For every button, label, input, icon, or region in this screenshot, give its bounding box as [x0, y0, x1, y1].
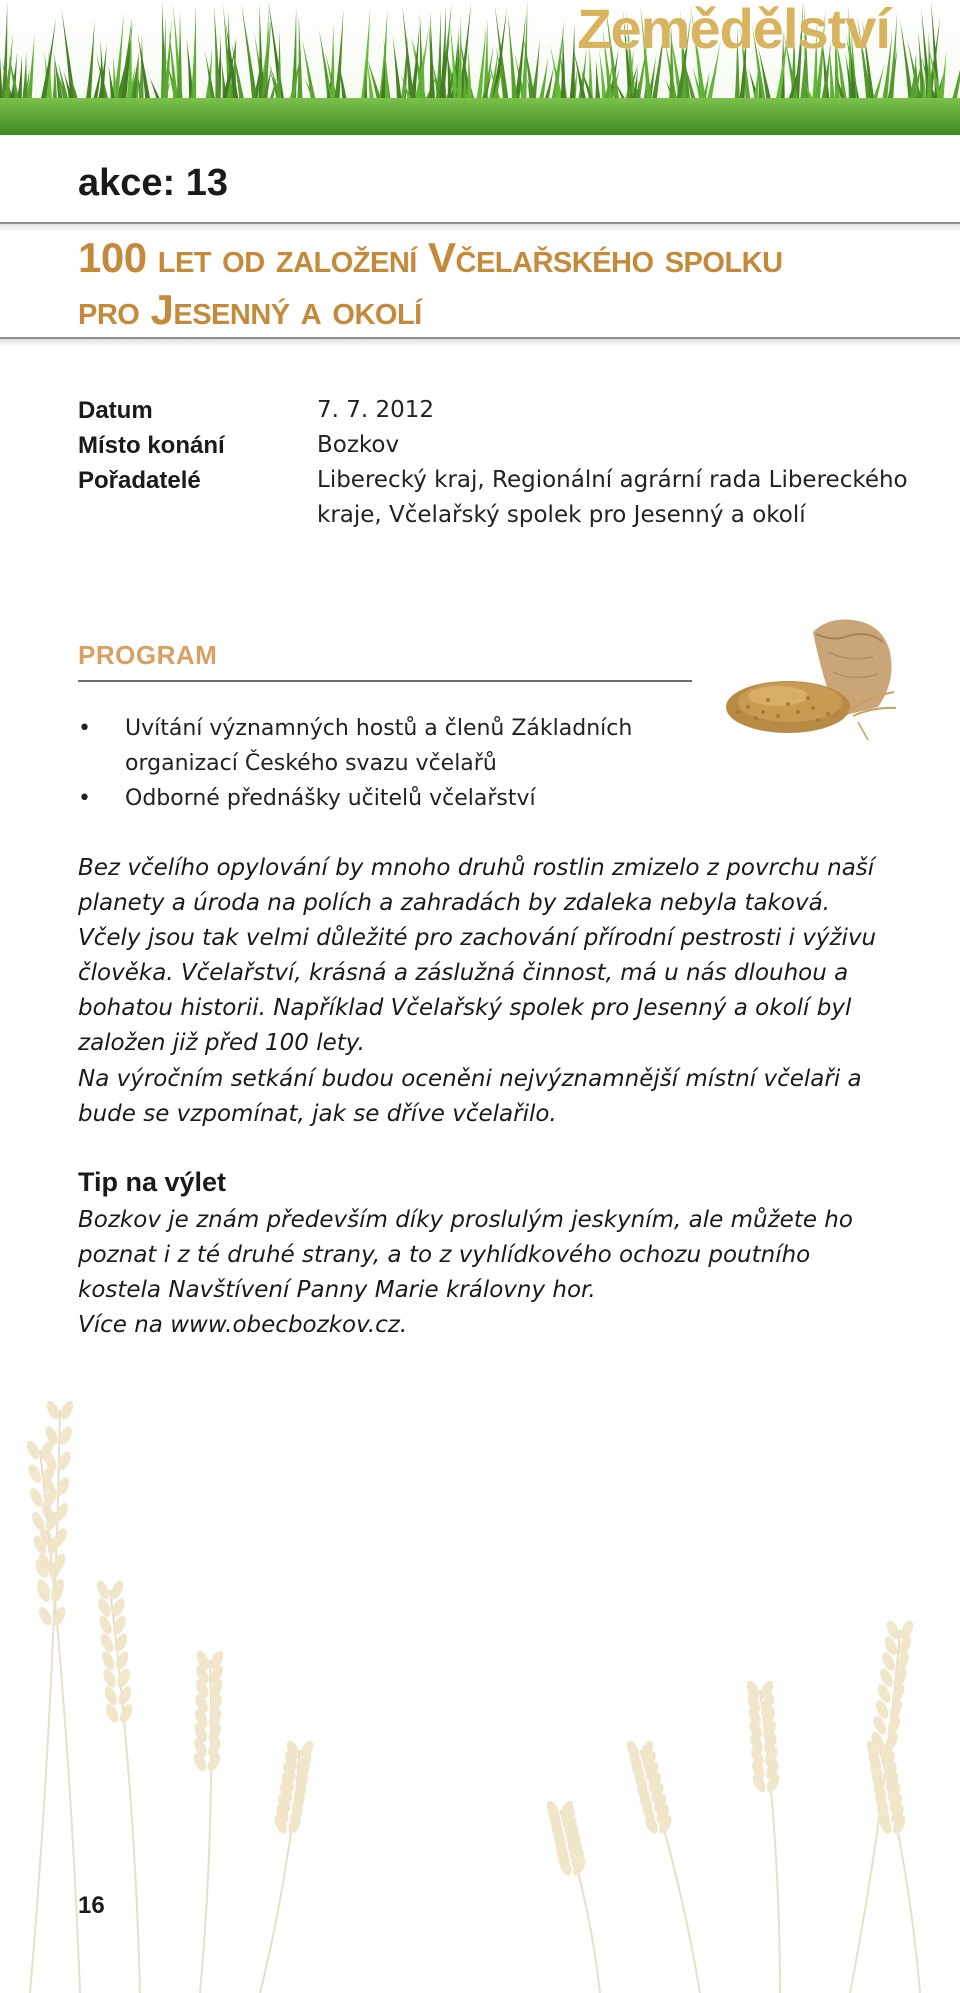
event-number: akce: 13 — [78, 162, 229, 204]
info-row-date — [78, 393, 898, 428]
tip-text-line-1: Bozkov je znám především díky proslulým jeskyním, ale můžete ho poznat i z té druhé strany, a to z vyhlídkového ochozu poutního kostela Navštívení Panny Marie královny hor. — [78, 1207, 853, 1303]
description-paragraph-2: Na výročním setkání budou oceněni nejvýznamnější místní včelaři a bude se vzpomínat, jak se dříve včelařilo. — [78, 1066, 862, 1127]
title-top-rule-shadow — [0, 224, 960, 232]
program-heading: PROGRAM — [78, 640, 218, 670]
info-value: 7. 7. 2012 — [317, 397, 435, 423]
program-item-text: Uvítání významných hostů a členů Základních organizací Českého svazu včelařů — [125, 716, 633, 776]
description-paragraph-1: Bez včelího opylování by mnoho druhů rostlin zmizelo z povrchu naší planety a úroda na polích a zahradách by zdaleka nebyla taková. Včely jsou tak velmi důležité pro zachování přírodní pestrosti i výživu člověka. Včelařství, krásná a záslužná činnost, má u nás dlouhou a bohatou historii. Například Včelařský spolek pro Jesenný a okolí byl založen již před 100 lety. — [78, 855, 877, 1056]
info-label: Pořadatelé — [78, 467, 201, 494]
section-title: Zemědělství — [577, 0, 890, 60]
program-item — [78, 781, 718, 816]
event-title-line-1: 100 let od založení Včelařského spolku — [78, 234, 783, 281]
bullet-icon: • — [78, 786, 91, 811]
page-number: 16 — [78, 1892, 105, 1919]
grass-header-banner — [0, 0, 960, 135]
info-label: Místo konání — [78, 432, 225, 459]
event-title — [78, 232, 938, 336]
info-value: Bozkov — [317, 432, 400, 458]
tip-website: Více na www.obecbozkov.cz. — [78, 1312, 408, 1338]
event-info-table — [78, 393, 908, 533]
program-list — [78, 711, 718, 816]
bullet-icon: • — [78, 716, 91, 741]
title-bottom-rule-shadow — [0, 339, 960, 347]
grain-sack-image — [718, 612, 898, 742]
info-label: Datum — [78, 397, 153, 424]
info-value: Liberecký kraj, Regionální agrární rada Libereckého kraje, Včelařský spolek pro Jesenný a okolí — [317, 467, 908, 528]
wheat-background-illustration — [0, 1330, 960, 1993]
program-rule — [78, 680, 692, 682]
info-row-venue — [78, 428, 898, 463]
info-row-organizers — [78, 463, 908, 533]
program-item — [78, 711, 718, 781]
tip-heading: Tip na výlet — [78, 1167, 227, 1197]
event-title-line-2: pro Jesenný a okolí — [78, 286, 422, 333]
program-item-text: Odborné přednášky učitelů včelařství — [125, 786, 536, 811]
tip-text — [78, 1203, 898, 1343]
